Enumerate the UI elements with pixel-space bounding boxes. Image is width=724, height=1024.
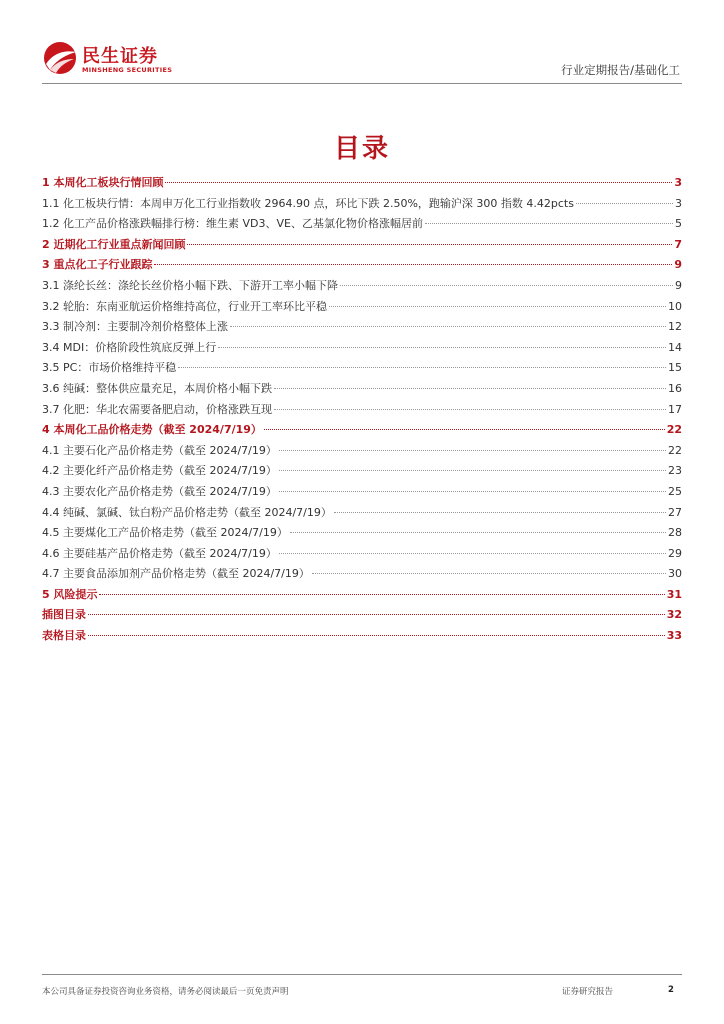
minsheng-logo-icon [42,40,78,76]
toc-leader-dots [88,614,665,615]
toc-entry[interactable] [42,627,682,648]
toc-entry[interactable] [42,298,682,319]
toc-entry[interactable] [42,401,682,422]
toc-entry[interactable] [42,359,682,380]
toc-leader-dots [576,203,673,204]
toc-entry-page: 25 [668,484,682,498]
toc-leader-dots [264,429,665,430]
toc-entry-label: 4 本周化工品价格走势（截至 2024/7/19） [42,423,262,437]
toc-entry[interactable] [42,462,682,483]
toc-entry-label: 4.5 主要煤化工产品价格走势（截至 2024/7/19） [42,526,288,540]
toc-leader-dots [178,367,666,368]
toc-entry-label: 3.4 MDI：价格阶段性筑底反弹上行 [42,340,217,354]
toc-entry[interactable] [42,318,682,339]
toc-entry-page: 22 [668,443,682,457]
toc-entry-page: 3 [675,196,682,210]
toc-leader-dots [187,244,672,245]
toc-leader-dots [329,306,666,307]
toc-entry-page: 9 [675,278,682,292]
toc-entry-page: 7 [674,237,682,251]
toc-entry-label: 4.3 主要农化产品价格走势（截至 2024/7/19） [42,484,277,498]
toc-leader-dots [279,553,666,554]
toc-entry-label: 4.6 主要硅基产品价格走势（截至 2024/7/19） [42,546,277,560]
toc-leader-dots [230,326,666,327]
toc-leader-dots [218,347,666,348]
table-of-contents [42,174,682,648]
toc-entry[interactable] [42,524,682,545]
toc-entry-label: 3.5 PC：市场价格维持平稳 [42,361,177,375]
toc-entry-label: 3.1 涤纶长丝：涤纶长丝价格小幅下跌、下游开工率小幅下降 [42,278,338,292]
footer-divider [42,974,682,975]
toc-leader-dots [279,470,666,471]
toc-leader-dots [99,594,664,595]
logo-text-en: MINSHENG SECURITIES [82,66,173,74]
toc-entry-page: 28 [668,526,682,540]
toc-entry-label: 4.4 纯碱、氯碱、钛白粉产品价格走势（截至 2024/7/19） [42,505,332,519]
toc-entry-label: 1.1 化工板块行情：本周申万化工行业指数收 2964.90 点，环比下跌 2.50%，跑输沪深 300 指数 4.42pcts [42,196,574,210]
toc-entry-label: 3.6 纯碱：整体供应量充足，本周价格小幅下跌 [42,381,272,395]
toc-leader-dots [154,264,672,265]
toc-entry-page: 10 [668,299,682,313]
toc-entry[interactable] [42,565,682,586]
toc-entry-label: 4.2 主要化纤产品价格走势（截至 2024/7/19） [42,464,277,478]
toc-leader-dots [274,409,666,410]
toc-entry-page: 27 [668,505,682,519]
toc-entry-label: 3.2 轮胎：东南亚航运价格维持高位，行业开工率环比平稳 [42,299,327,313]
toc-entry[interactable] [42,195,682,216]
toc-entry[interactable] [42,545,682,566]
toc-leader-dots [340,285,673,286]
toc-entry-page: 29 [668,546,682,560]
toc-entry[interactable] [42,215,682,236]
toc-leader-dots [279,491,666,492]
minsheng-logo [42,40,182,80]
toc-leader-dots [88,635,665,636]
toc-entry-label: 3.7 化肥：华北农需要备肥启动，价格涨跌互现 [42,402,272,416]
toc-leader-dots [165,182,672,183]
toc-entry-page: 31 [666,587,682,601]
toc-entry-label: 5 风险提示 [42,587,98,601]
page-header [0,0,724,90]
report-type: 行业定期报告/基础化工 [561,63,680,77]
toc-entry[interactable] [42,174,682,195]
toc-entry-page: 12 [668,320,682,334]
toc-entry-page: 3 [674,176,682,189]
page-number: 2 [668,985,674,995]
toc-leader-dots [290,532,666,533]
toc-entry-page: 22 [666,423,682,437]
toc-entry[interactable] [42,442,682,463]
logo-text-cn: 民生证券 [82,46,158,67]
toc-leader-dots [334,512,666,513]
toc-entry-label: 3.3 制冷剂：主要制冷剂价格整体上涨 [42,320,228,334]
toc-entry[interactable] [42,380,682,401]
toc-entry[interactable] [42,483,682,504]
toc-entry-page: 16 [668,381,682,395]
footer-label: 证券研究报告 [562,987,614,997]
toc-leader-dots [274,388,666,389]
toc-entry[interactable] [42,339,682,360]
toc-entry[interactable] [42,606,682,627]
toc-entry-page: 17 [668,402,682,416]
toc-entry[interactable] [42,504,682,525]
toc-entry-page: 23 [668,464,682,478]
toc-entry-label: 4.7 主要食品添加剂产品价格走势（截至 2024/7/19） [42,567,310,581]
toc-entry[interactable] [42,586,682,607]
toc-leader-dots [312,573,666,574]
toc-entry-page: 30 [668,567,682,581]
toc-entry-label: 插图目录 [42,608,86,622]
toc-entry-label: 表格目录 [42,629,86,643]
toc-entry-page: 14 [668,340,682,354]
toc-entry-label: 1 本周化工板块行情回顾 [42,176,164,189]
toc-entry[interactable] [42,277,682,298]
toc-entry-label: 2 近期化工行业重点新闻回顾 [42,237,186,251]
toc-entry-page: 5 [675,217,682,231]
toc-entry[interactable] [42,421,682,442]
toc-entry-label: 1.2 化工产品价格涨跌幅排行榜：维生素 VD3、VE、乙基氯化物价格涨幅居前 [42,217,423,231]
page-title: 目录 [333,134,390,164]
toc-entry-page: 15 [668,361,682,375]
toc-entry[interactable] [42,236,682,257]
footer-disclaimer: 本公司具备证券投资咨询业务资格，请务必阅读最后一页免责声明 [42,987,289,997]
toc-entry-label: 4.1 主要石化产品价格走势（截至 2024/7/19） [42,443,277,457]
toc-leader-dots [425,223,673,224]
toc-entry-page: 9 [674,258,682,272]
toc-entry-page: 33 [666,629,682,643]
toc-leader-dots [279,450,666,451]
toc-entry-page: 32 [666,608,682,622]
toc-entry[interactable] [42,256,682,277]
header-divider [42,83,682,84]
toc-entry-label: 3 重点化工子行业跟踪 [42,258,153,272]
